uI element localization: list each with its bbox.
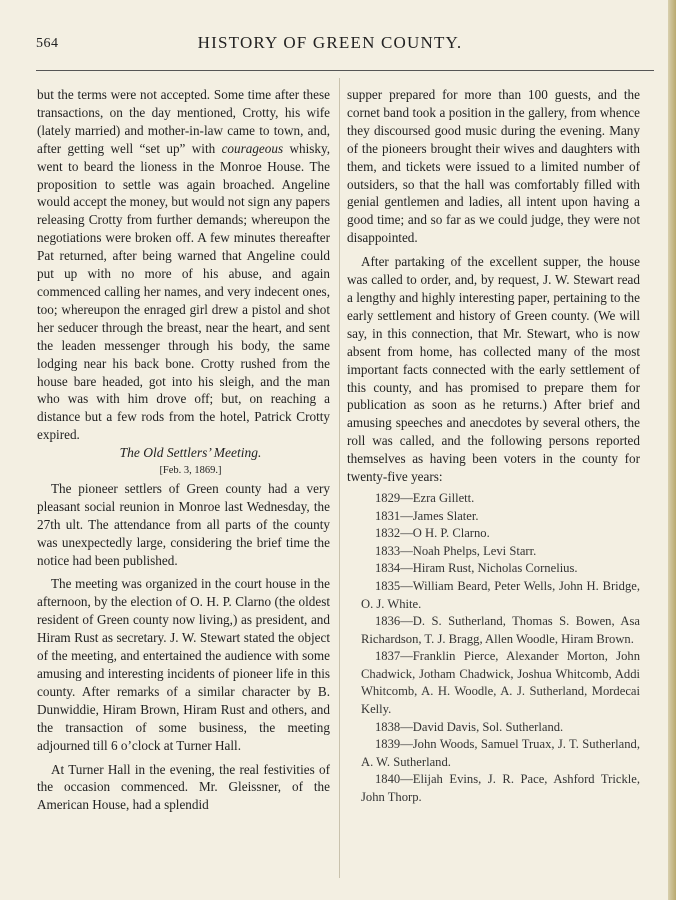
section-heading: The Old Settlers’ Meeting. xyxy=(119,445,262,461)
voter-entry: 1840—Elijah Evins, J. R. Pace, Ashford Trickle, John Thorp. xyxy=(361,772,640,805)
header-rule xyxy=(36,70,654,71)
page-edge xyxy=(668,0,676,900)
voter-entry: 1835—William Beard, Peter Wells, John H. Bridge, O. J. White. xyxy=(361,578,640,611)
voter-entry: 1831—James Slater. xyxy=(375,508,479,523)
right-paragraph-1: supper prepared for more than 100 guests, and the cornet band took a position in the gallery, from whence they discoursed good music during the evening. Many of the pioneers brought their wives and daughters with them, and tickets were issued to a limited number of outsiders, so that the hall was comfortably filled with genial gentlemen and ladies, all intent upon having a good time; and so far as we could judge, they were not disappointed. xyxy=(347,87,640,246)
right-column xyxy=(347,86,640,807)
left-paragraph-2: The pioneer settlers of Green county had a very pleasant social reunion in Monroe last Wednesday, the 27th ult. The attendance from all parts of the county was unexpectedly large, considering the brief time the notice had been published. xyxy=(37,480,330,568)
voter-entry: 1829—Ezra Gillett. xyxy=(375,490,475,505)
left-paragraph-4: At Turner Hall in the evening, the real festivities of the occasion commenced. Mr. Gleissner, of the American House, had a splendid xyxy=(37,761,330,813)
voter-entry: 1834—Hiram Rust, Nicholas Cornelius. xyxy=(375,561,578,576)
voter-entry: 1833—Noah Phelps, Levi Starr. xyxy=(375,543,537,558)
paragraph-text: whisky, went to beard the lioness in the Monroe House. The proposition to settle was again broached. Angeline would accept the money, but would not sign any papers releasing Crotty from further demands; whereupon the negotiations were broken off. A few minutes thereafter Pat returned, after being warned that Angeline could put up with no more of his abuse, and again commenced calling her names, and very indecent ones, too; whereupon the enraged girl drew a pistol and shot her seducer through the breast, near the heart, and sent the leaden messenger through his body, the same lodging near his back bone. Crotty rushed from the house bare headed, got into his sleigh, and the man who was with him drove off; but, on reaching a distance but a few rods from the hotel, Patrick Crotty expired. xyxy=(37,140,330,443)
emphasis-text: courageous xyxy=(221,140,284,156)
page-number: 564 xyxy=(36,36,59,51)
page-header xyxy=(0,33,660,60)
running-title: HISTORY OF GREEN COUNTY. xyxy=(197,33,463,52)
voter-entry: 1837—Franklin Pierce, Alexander Morton, John Chadwick, Jotham Chadwick, Joshua Whitcomb, Addi Whitcomb, A. H. Woodle, A. J. Sutherland, Mordecai Kelly. xyxy=(361,649,640,717)
voter-list xyxy=(347,490,640,807)
paragraph-text: but the terms were not accepted. Some time after these transactions, on the day mentioned, Crotty, his wife (lately married) and mother-in-law came to town, and, after getting well “set up” with xyxy=(37,87,330,156)
column-divider xyxy=(339,78,340,878)
section-date: [Feb. 3, 1869.] xyxy=(159,465,222,477)
voter-entry: 1839—John Woods, Samuel Truax, J. T. Sutherland, A. W. Sutherland. xyxy=(361,737,640,769)
voter-entry: 1836—D. S. Sutherland, Thomas S. Bowen, Asa Richardson, T. J. Bragg, Allen Woodle, Hiram Brown. xyxy=(361,614,640,646)
voter-entry: 1838—David Davis, Sol. Sutherland. xyxy=(375,719,564,734)
right-paragraph-2: After partaking of the excellent supper, the house was called to order, and, by request, J. W. Stewart read a lengthy and highly interesting paper, pertaining to the early settlement and history of Green county. (We will say, in this connection, that Mr. Stewart, who is now absent from home, has collected many of the most important facts connected with the early settlement of this county, and has promised to prepare them for publication as soon as he returns.) After brief and amusing speeches and anecdotes by several others, the roll was called, and the following persons reported themselves as having been voters in the county for twenty-five years: xyxy=(347,254,640,485)
left-column xyxy=(37,86,330,814)
voter-entry: 1832—O H. P. Clarno. xyxy=(375,526,490,541)
left-paragraph-1 xyxy=(37,86,330,444)
left-paragraph-3: The meeting was organized in the court house in the afternoon, by the election of O. H. P. Clarno (the oldest resident of Green county now living,) as president, and Hiram Rust as secretary. J. W. Stewart stated the object of the meeting, and entertained the audience with some amusing and interesting incidents of pioneer life in this county. After remarks of a similar character by B. Dunwiddie, Hiram Brown, Hiram Rust and others, and the transaction of some business, the meeting adjourned till 6 o’clock at Turner Hall. xyxy=(37,576,330,753)
